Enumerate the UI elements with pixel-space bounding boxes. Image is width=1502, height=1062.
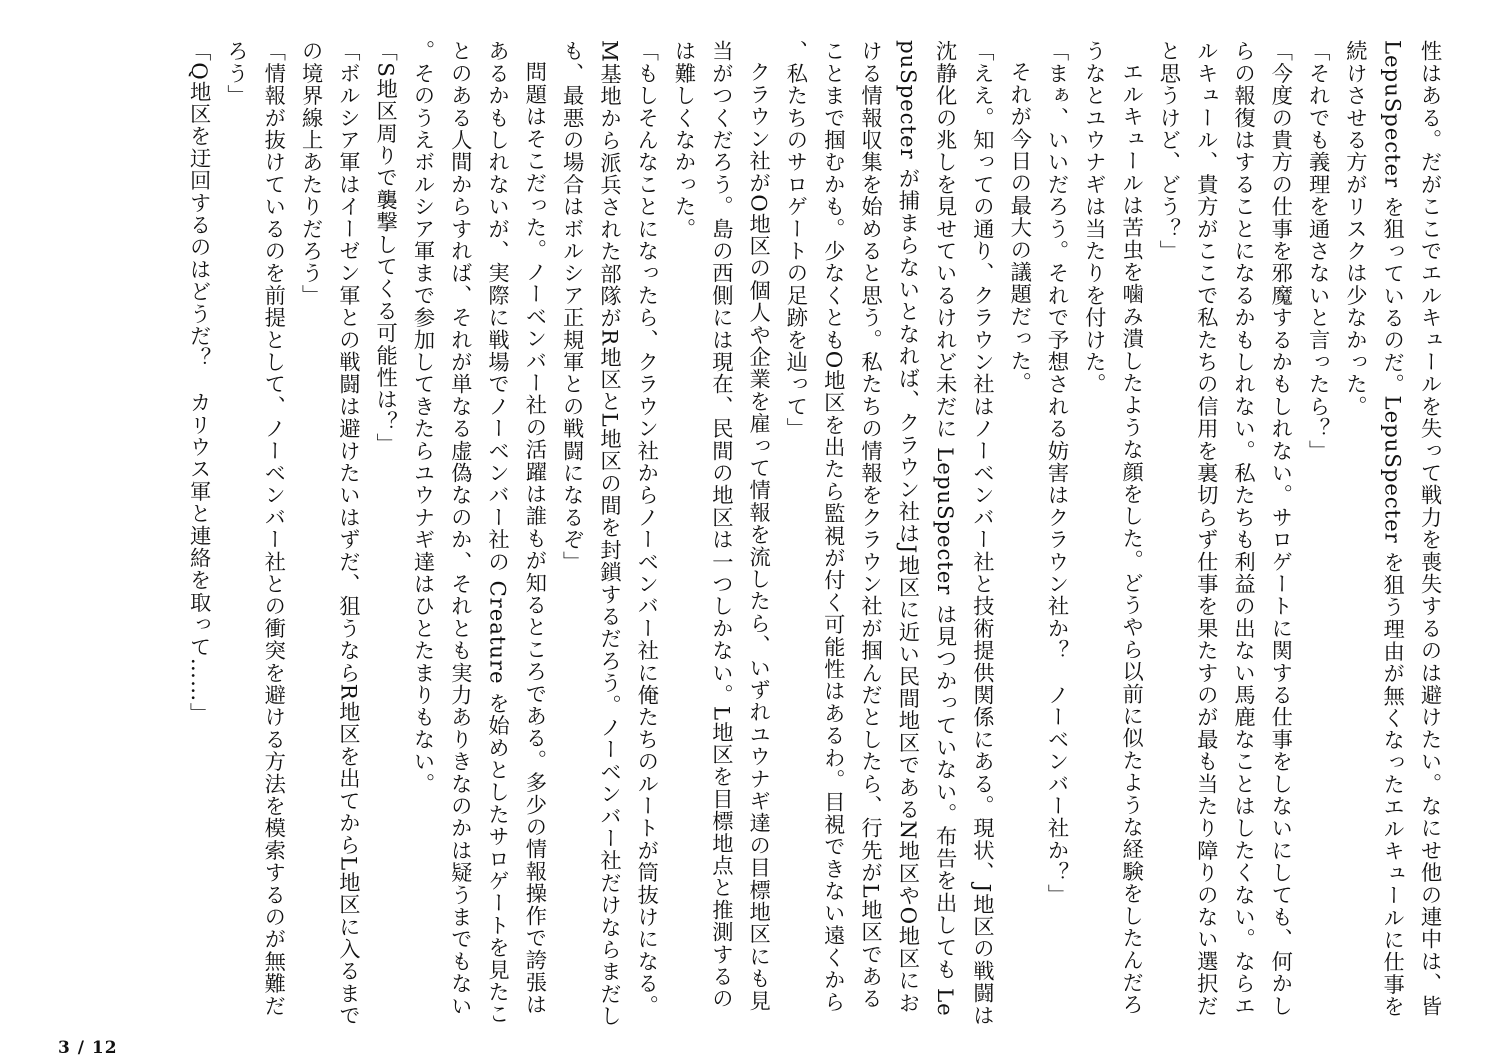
vertical-text-body	[180, 40, 1448, 1030]
paragraph-07: 「ええ。知っての通り、クラウン社はノーベンバー社と技術提供関係にある。現状、J地区の戦闘は沈静化の兆しを見せているけれど未だに LepuSpecter は見つかっていない。布告を出しても LepuSpecter が捕まらないとなれば、クラウン社はJ地区に近い民間地区であるN地区やO地区における情報収集を始めると思う。私たちの情報をクラウン社が掴んだとしたら、行先がL地区であることまで掴むかも。少なくともO地区を出たら監視が付く可能性はあるわ。目視できない遠くから、私たちのサロゲートの足跡を辿って」	[782, 40, 995, 1027]
paragraph-12: 「ボルシア軍はイーゼン軍との戦闘は避けたいはずだ、狙うならR地区を出てからL地区に入るまでの境界線上あたりだろう」	[298, 40, 361, 1027]
paragraph-14: 「Q地区を迂回するのはどうだ？ カリウス軍と連絡を取って……」	[186, 40, 212, 725]
paragraph-13: 「情報が抜けているのを前提として、ノーベンバー社との衝突を避ける方法を模索するのが無難だろう」	[223, 40, 286, 1017]
paragraph-01: 性はある。だがここでエルキュールを失って戦力を喪失するのは避けたい。なにせ他の連中は、皆 LepuSpecter を狙っているのだ。LepuSpecter を狙う理由が無くなったエルキュールに仕事を続けさせる方がリスクは少なかった。	[1342, 40, 1442, 1018]
paragraph-04: エルキュールは苦虫を噛み潰したような顔をした。どうやら以前に似たような経験をしたんだろうなとユウナギは当たりを付けた。	[1081, 40, 1144, 1016]
paragraph-10: 問題はそこだった。ノーベンバー社の活躍は誰もが知るところである。多少の情報操作で誇張はあるかもしれないが、実際に戦場でノーベンバー社の Creature を始めとしたサロゲートを見たことのある人間からすれば、それが単なる虚偽なのか、それとも実力ありきなのかは疑うまでもない。そのうえボルシア軍まで参加してきたらユウナギ達はひとたまりもない。	[409, 40, 547, 1026]
paragraph-02: 「それでも義理を通さないと言ったら？」	[1305, 40, 1331, 462]
page-number: 3 / 12	[58, 1038, 118, 1058]
paragraph-09: 「もしそんなことになったら、クラウン社からノーベンバー社に俺たちのルートが筒抜けになる。M基地から派兵された部隊がR地区とL地区の間を封鎖するだろう。ノーベンバー社だけならまだしも、最悪の場合はボルシア正規軍との戦闘になるぞ」	[559, 40, 659, 1028]
paragraph-03: 「今度の貴方の仕事を邪魔するかもしれない。サロゲートに関する仕事をしないにしても、何かしらの報復はすることになるかもしれない。私たちも利益の出ない馬鹿なことはしたくない。ならエルキュール、貴方がここで私たちの信用を裏切らず仕事を果たすのが最も当たり障りのない選択だと思うけど、どう？」	[1155, 40, 1293, 1017]
paragraph-05: 「まぁ、いいだろう。それで予想される妨害はクラウン社か？ ノーベンバー社か？」	[1044, 40, 1070, 906]
paragraph-06: それが今日の最大の議題だった。	[1006, 61, 1032, 395]
paragraph-08: クラウン社がO地区の個人や企業を雇って情報を流したら、いずれユウナギ達の目標地区にも見当がつくだろう。島の西側には現在、民間の地区は一つしかない。L地区を目標地点と推測するのは難しくなかった。	[671, 40, 771, 1013]
paragraph-11: 「S地区周りで襲撃してくる可能性は？」	[372, 40, 398, 456]
